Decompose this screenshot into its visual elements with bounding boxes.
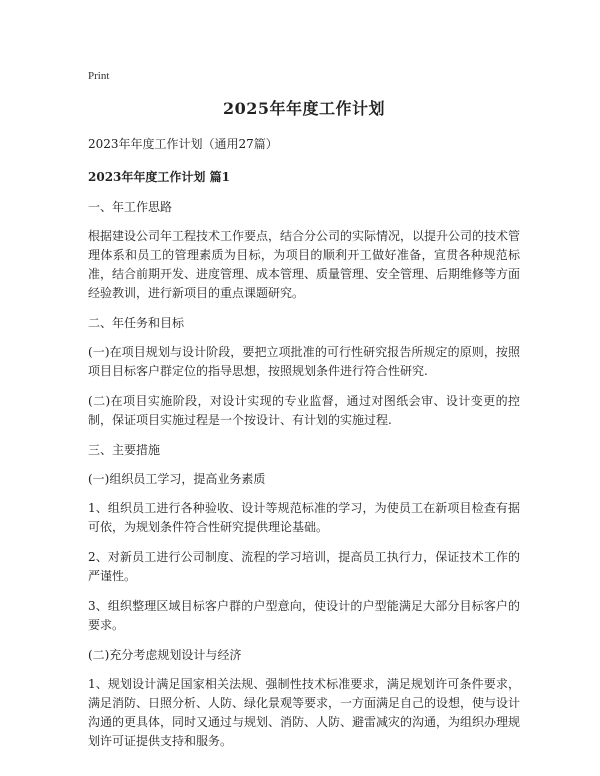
document-subtitle: 2023年年度工作计划（通用27篇） — [88, 137, 278, 151]
print-link[interactable]: Print — [88, 70, 110, 82]
paragraph-6: 3、组织整理区域目标客户群的户型意向，使设计的户型能满足大部分目标客户的要求。 — [88, 599, 520, 632]
paragraph-5: 2、对新员工进行公司制度、流程的学习培训，提高员工执行力，保证技术工作的严谨性。 — [88, 550, 520, 583]
part-heading: 2023年年度工作计划 篇1 — [88, 170, 230, 184]
subsection-heading-3a: (一)组织员工学习，提高业务素质 — [88, 472, 266, 486]
section-heading-3: 三、主要措施 — [88, 443, 161, 457]
document-page — [88, 70, 520, 762]
paragraph-1: 根据建设公司年工程技术工作要点，结合分公司的实际情况，以提升公司的技术管理体系和员工的管理素质为目标，为项目的顺利开工做好准备，宣贯各种规范标准，结合前期开发、进度管理、成本管理、质量管理、安全管理、后期维修等方面经验教训，进行新项目的重点课题研究。 — [88, 229, 521, 300]
paragraph-3: (二)在项目实施阶段，对设计实现的专业监督，通过对图纸会审、设计变更的控制，保证项目实施过程是一个按设计、有计划的实施过程. — [88, 394, 520, 427]
subsection-heading-3b: (二)充分考虑规划设计与经济 — [88, 648, 242, 662]
paragraph-2: (一)在项目规划与设计阶段，要把立项批准的可行性研究报告所规定的原则，按照项目目标客户群定位的指导思想，按照规划条件进行符合性研究. — [88, 345, 520, 378]
paragraph-4: 1、组织员工进行各种验收、设计等规范标准的学习，为使员工在新项目检查有据可依，为规划条件符合性研究提供理论基础。 — [88, 501, 520, 534]
document-title: 2025年年度工作计划 — [222, 99, 386, 118]
section-heading-2: 二、年任务和目标 — [88, 316, 185, 330]
section-heading-1: 一、年工作思路 — [88, 200, 173, 214]
paragraph-7: 1、规划设计满足国家相关法规、强制性技术标准要求，满足规划许可条件要求，满足消防、日照分析、人防、绿化景观等要求，一方面满足自己的设想，使与设计沟通的更具体，同时又通过与规划、消防、人防、避雷减灾的沟通，为组织办理规划许可证提供支持和服务。 — [88, 677, 521, 748]
